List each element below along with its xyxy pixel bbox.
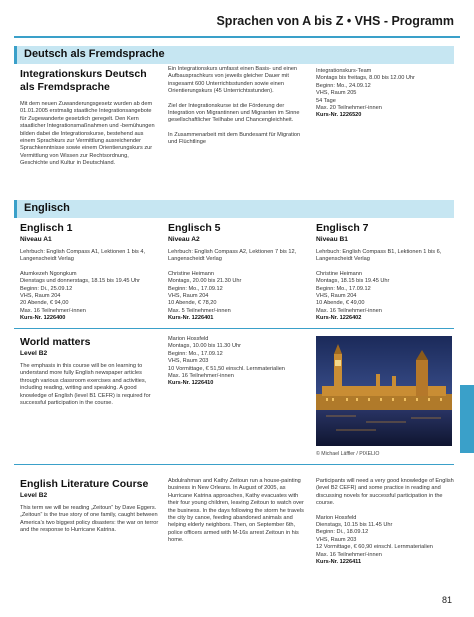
course-requirements-text: Participants will need a very good knowledge of English (level B2 CEFR) and some practice in reading and discussing novels for successful participation in the course. (316, 478, 454, 507)
course-detail-line: 10 Abende, € 49,00 (316, 300, 365, 307)
course-detail-line: Beginn: Di., 18.09.12 (316, 529, 369, 536)
course-detail-line: Montags, 10.00 bis 11.30 Uhr (168, 343, 241, 350)
course-title: English Literature Course (20, 478, 149, 490)
course-detail-line: VHS, Raum 203 (316, 536, 357, 543)
integration-detail-line: VHS, Raum 205 (316, 90, 357, 97)
integration-col-1 (20, 68, 158, 175)
course-title: Englisch 7 (316, 222, 369, 234)
course-title: Englisch 1 (20, 222, 73, 234)
course-detail-line: Beginn: Mo., 17.09.12 (316, 285, 371, 292)
course-englisch-5 (168, 222, 308, 323)
integration-col-3 (316, 68, 456, 120)
course-title: Englisch 5 (168, 222, 221, 234)
photo-credit: © Michael Läffler / PIXELIO (316, 451, 380, 457)
course-number: Kurs-Nr. 1226410 (168, 380, 214, 387)
course-detail-line: Dienstags, 10.15 bis 11.45 Uhr (316, 522, 393, 529)
course-textbook: Lehrbuch: English Compass A1, Lektionen 1 bis 4, Langenscheidt Verlag (20, 248, 146, 263)
course-description: The emphasis in this course will be on learning to understand more fully English newspaper articles through various classroom exercises and activities, including reading, writing and speaking. A good knowledge of English (level B1 CEFR) is required for successful participation in the course. (20, 362, 151, 406)
course-level: Level B2 (20, 349, 48, 357)
course-number: Kurs-Nr. 1226402 (316, 315, 362, 322)
course-detail-line: Max. 16 Teilnehmer/-innen (316, 307, 382, 314)
course-detail-line: Atumkezeh Ngongkum (20, 270, 77, 277)
section-bar-englisch (14, 200, 454, 218)
course-description: This term we will be reading „Zeitoun“ by Dave Eggers. „Zeitoun“ is the true story of one family, caught between America’s two biggest policy disasters: the war on terror and the response to Hurricane Katrina. (20, 504, 159, 534)
course-level: Level B2 (20, 491, 48, 499)
course-world-matters (20, 336, 160, 414)
section-tab-marker (460, 385, 474, 453)
page-number: 81 (441, 595, 452, 605)
header-rule (14, 36, 460, 38)
section-label-deutsch: Deutsch als Fremdsprache (24, 48, 165, 60)
integration-para-2: Ziel der Integrationskurse ist die Förderung der Integration von Migrantinnen und Migranten im Sinne gesellschaftlicher Teilhabe und Chancengleichheit. (168, 102, 300, 124)
course-level: Niveau A2 (168, 235, 200, 243)
course-detail-line: Marion Hossfeld (316, 514, 357, 521)
integration-intro-text: Mit dem neuen Zuwanderungsgesetz wurden ab dem 01.01.2005 erstmalig staatliche Integrationsangebote für Zugewanderte gesetzlich geregelt. Den Kern staatlicher Integrationsmaßnahmen und -bemühungen bilden dabei die Integrationskurse, bestehend aus einem Sprachkurs zur Vermittlung ausreichender Sprachkenntnisse sowie einem Orientierungskurs zur Vermittlung von Wissen zur Rechtsordnung, Geschichte und Kultur in Deutschland. (20, 101, 155, 167)
integration-title: Integrationskurs Deutsch als Fremdsprache (20, 68, 147, 93)
course-detail-line: Max. 16 Teilnehmer/-innen (20, 307, 86, 314)
course-literature-story (168, 478, 308, 552)
integration-detail-line: Montags bis freitags, 8.00 bis 12.00 Uhr (316, 75, 415, 82)
integration-detail-line: Integrationskurs-Team (316, 68, 372, 74)
course-number: Kurs-Nr. 1226400 (20, 315, 66, 322)
course-detail-line: Christine Heimann (316, 270, 363, 277)
course-detail-line: Beginn: Di., 25.09.12 (20, 285, 73, 292)
course-detail-line: Christine Heimann (168, 270, 215, 277)
section-bar-deutsch (14, 46, 454, 64)
course-story-text: Abdulrahman and Kathy Zeitoun run a house-painting business in New Orleans. In August of 2005, as Hurricane Katrina approaches, Kathy evacuates with their four young children, leaving Zeitoun to watch over the business. In the days following the storm he travels the city by canoe, feeding abandoned animals and helping elderly neighbors. Then, on September 6th, police officers armed with M-16s arrest Zeitoun in his home. (168, 478, 304, 544)
course-number: Kurs-Nr. 1226411 (316, 559, 362, 566)
course-world-matters-details (168, 336, 313, 388)
integration-detail-line: Beginn: Mo., 24.09.12 (316, 82, 371, 89)
course-englisch-1 (20, 222, 160, 323)
course-number: Kurs-Nr. 1226401 (168, 315, 214, 322)
course-detail-line: 10 Abende, € 78,20 (168, 300, 217, 307)
course-detail-line: Beginn: Mo., 17.09.12 (168, 350, 223, 357)
course-detail-line: 10 Vormittage, € 51,50 einschl. Lernmaterialien (168, 365, 285, 372)
course-detail-line: Max. 16 Teilnehmer/-innen (168, 373, 234, 380)
course-literature-details (316, 478, 456, 566)
course-level: Niveau A1 (20, 235, 52, 243)
course-detail-line: VHS, Raum 204 (20, 292, 61, 299)
course-detail-line: Beginn: Mo., 17.09.12 (168, 285, 223, 292)
course-detail-line: VHS, Raum 204 (168, 292, 209, 299)
london-parliament-photo (316, 336, 452, 446)
integration-detail-line: Max. 20 Teilnehmer/-innen (316, 105, 382, 112)
integration-para-1: Ein Integrationskurs umfasst einen Basis- und einen Aufbausprachkurs von jeweils gleicher Dauer mit insgesamt 600 Unterrichtsstunden sowie einen Orientierungskurs (45 Unterrichtsstunden). (168, 66, 298, 95)
course-textbook: Lehrbuch: English Compass B1, Lektionen 1 bis 6, Langenscheidt Verlag (316, 248, 442, 263)
course-detail-line: Montags, 18.15 bis 19.45 Uhr (316, 278, 390, 285)
course-detail-line: VHS, Raum 203 (168, 358, 209, 365)
integration-para-3: In Zusammenarbeit mit dem Bundesamt für Migration und Flüchtlinge (168, 131, 301, 146)
course-detail-line: Montags, 20.00 bis 21.30 Uhr (168, 278, 242, 285)
page-header-title: Sprachen von A bis Z • VHS - Programm (216, 14, 454, 28)
course-detail-line: 12 Vormittage, € 60,90 einschl. Lernmaterialien (316, 544, 433, 551)
course-detail-line: Max. 16 Teilnehmer/-innen (316, 551, 382, 558)
integration-col-2 (168, 66, 306, 154)
course-detail-line: Dienstags und donnerstags, 18.15 bis 19.45 Uhr (20, 278, 141, 285)
course-englisch-7 (316, 222, 456, 323)
integration-detail-line: 54 Tage (316, 97, 336, 104)
integration-course-number: Kurs-Nr. 1226520 (316, 112, 362, 119)
course-textbook: Lehrbuch: English Compass A2, Lektionen 7 bis 12, Langenscheidt Verlag (168, 248, 297, 263)
course-divider (14, 464, 454, 465)
course-divider (14, 328, 454, 329)
course-title: World matters (20, 336, 91, 348)
course-detail-line: Max. 5 Teilnehmer/-innen (168, 307, 231, 314)
course-literature (20, 478, 160, 542)
section-label-englisch: Englisch (24, 202, 70, 214)
course-level: Niveau B1 (316, 235, 348, 243)
course-detail-line: VHS, Raum 204 (316, 292, 357, 299)
course-detail-line: 20 Abende, € 94,00 (20, 300, 69, 307)
course-detail-line: Marion Hossfeld (168, 336, 209, 342)
